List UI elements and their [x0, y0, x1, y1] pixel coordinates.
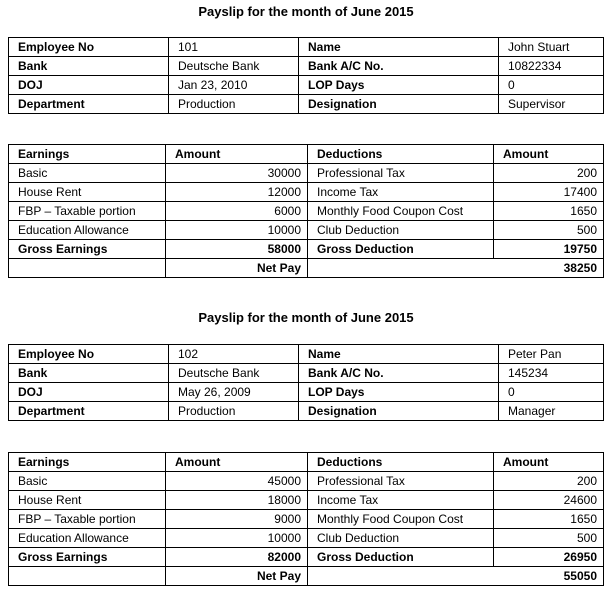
- table-row: [9, 364, 604, 383]
- gross-label-cell: Gross Earnings: [9, 548, 166, 567]
- deduction-item-cell: Professional Tax: [308, 472, 494, 491]
- gross-row: [9, 240, 604, 259]
- gross-amount-cell: 82000: [166, 548, 308, 567]
- amount-cell: 1650: [494, 510, 604, 529]
- gross-amount-cell: 19750: [494, 240, 604, 259]
- amount-cell: 6000: [166, 202, 308, 221]
- amount-cell: 30000: [166, 164, 308, 183]
- table-row: [9, 221, 604, 240]
- info-label-cell: LOP Days: [299, 76, 499, 95]
- info-value-cell: Manager: [499, 402, 604, 421]
- info-label-cell: Name: [299, 345, 499, 364]
- net-pay-row: [9, 567, 604, 586]
- info-value-cell: 0: [499, 76, 604, 95]
- amount-header-cell: Amount: [166, 453, 308, 472]
- info-label-cell: Bank: [9, 364, 169, 383]
- table-row: [9, 57, 604, 76]
- earnings-item-cell: Education Allowance: [9, 529, 166, 548]
- deduction-item-cell: Club Deduction: [308, 221, 494, 240]
- earnings-header-cell: Earnings: [9, 453, 166, 472]
- amount-cell: 500: [494, 221, 604, 240]
- amount-cell: 9000: [166, 510, 308, 529]
- earnings-item-cell: FBP – Taxable portion: [9, 202, 166, 221]
- amount-cell: 1650: [494, 202, 604, 221]
- info-label-cell: Designation: [299, 95, 499, 114]
- amount-cell: 17400: [494, 183, 604, 202]
- info-value-cell: 0: [499, 383, 604, 402]
- info-label-cell: Name: [299, 38, 499, 57]
- table-row: [9, 383, 604, 402]
- table-header-row: [9, 453, 604, 472]
- gross-label-cell: Gross Deduction: [308, 548, 494, 567]
- deduction-item-cell: Monthly Food Coupon Cost: [308, 202, 494, 221]
- amount-cell: 500: [494, 529, 604, 548]
- deduction-item-cell: Monthly Food Coupon Cost: [308, 510, 494, 529]
- amount-header-cell: Amount: [494, 145, 604, 164]
- net-pay-row: [9, 259, 604, 278]
- info-label-cell: Bank A/C No.: [299, 57, 499, 76]
- info-label-cell: Bank A/C No.: [299, 364, 499, 383]
- employee-info-table: [8, 344, 604, 421]
- gross-row: [9, 548, 604, 567]
- info-value-cell: 102: [169, 345, 299, 364]
- table-row: [9, 510, 604, 529]
- deduction-item-cell: Income Tax: [308, 491, 494, 510]
- info-label-cell: Bank: [9, 57, 169, 76]
- payslip-title: Payslip for the month of June 2015: [198, 310, 414, 325]
- empty-cell: [9, 259, 166, 278]
- gross-amount-cell: 58000: [166, 240, 308, 259]
- amount-cell: 45000: [166, 472, 308, 491]
- table-row: [9, 164, 604, 183]
- amount-header-cell: Amount: [166, 145, 308, 164]
- deduction-item-cell: Club Deduction: [308, 529, 494, 548]
- info-label-cell: LOP Days: [299, 383, 499, 402]
- empty-cell: [9, 567, 166, 586]
- info-label-cell: Employee No: [9, 38, 169, 57]
- table-header-row: [9, 145, 604, 164]
- info-label-cell: Designation: [299, 402, 499, 421]
- table-row: [9, 76, 604, 95]
- table-row: [9, 183, 604, 202]
- earnings-item-cell: FBP – Taxable portion: [9, 510, 166, 529]
- net-pay-amount-cell: 55050: [308, 567, 604, 586]
- table-row: [9, 472, 604, 491]
- info-value-cell: May 26, 2009: [169, 383, 299, 402]
- table-row: [9, 38, 604, 57]
- deductions-header-cell: Deductions: [308, 145, 494, 164]
- table-row: [9, 345, 604, 364]
- table-row: [9, 491, 604, 510]
- employee-info-table: [8, 37, 604, 114]
- amount-cell: 10000: [166, 221, 308, 240]
- gross-label-cell: Gross Deduction: [308, 240, 494, 259]
- deduction-item-cell: Professional Tax: [308, 164, 494, 183]
- info-label-cell: Department: [9, 402, 169, 421]
- earnings-item-cell: Basic: [9, 472, 166, 491]
- earnings-deductions-table: [8, 144, 604, 278]
- deduction-item-cell: Income Tax: [308, 183, 494, 202]
- info-value-cell: Deutsche Bank: [169, 57, 299, 76]
- earnings-item-cell: Education Allowance: [9, 221, 166, 240]
- info-value-cell: 10822334: [499, 57, 604, 76]
- table-row: [9, 529, 604, 548]
- table-row: [9, 402, 604, 421]
- gross-label-cell: Gross Earnings: [9, 240, 166, 259]
- earnings-item-cell: House Rent: [9, 183, 166, 202]
- deductions-header-cell: Deductions: [308, 453, 494, 472]
- info-value-cell: John Stuart: [499, 38, 604, 57]
- info-label-cell: DOJ: [9, 383, 169, 402]
- info-value-cell: Peter Pan: [499, 345, 604, 364]
- net-pay-label-cell: Net Pay: [166, 259, 308, 278]
- info-label-cell: DOJ: [9, 76, 169, 95]
- info-value-cell: Jan 23, 2010: [169, 76, 299, 95]
- table-row: [9, 202, 604, 221]
- info-value-cell: 145234: [499, 364, 604, 383]
- gross-amount-cell: 26950: [494, 548, 604, 567]
- payslip-title: Payslip for the month of June 2015: [198, 4, 414, 19]
- earnings-item-cell: House Rent: [9, 491, 166, 510]
- net-pay-label-cell: Net Pay: [166, 567, 308, 586]
- earnings-header-cell: Earnings: [9, 145, 166, 164]
- info-value-cell: Deutsche Bank: [169, 364, 299, 383]
- earnings-item-cell: Basic: [9, 164, 166, 183]
- earnings-deductions-table: [8, 452, 604, 586]
- amount-cell: 10000: [166, 529, 308, 548]
- amount-header-cell: Amount: [494, 453, 604, 472]
- amount-cell: 12000: [166, 183, 308, 202]
- amount-cell: 24600: [494, 491, 604, 510]
- info-value-cell: Production: [169, 95, 299, 114]
- info-value-cell: Production: [169, 402, 299, 421]
- amount-cell: 200: [494, 472, 604, 491]
- info-value-cell: Supervisor: [499, 95, 604, 114]
- net-pay-amount-cell: 38250: [308, 259, 604, 278]
- amount-cell: 200: [494, 164, 604, 183]
- amount-cell: 18000: [166, 491, 308, 510]
- table-row: [9, 95, 604, 114]
- info-value-cell: 101: [169, 38, 299, 57]
- info-label-cell: Department: [9, 95, 169, 114]
- info-label-cell: Employee No: [9, 345, 169, 364]
